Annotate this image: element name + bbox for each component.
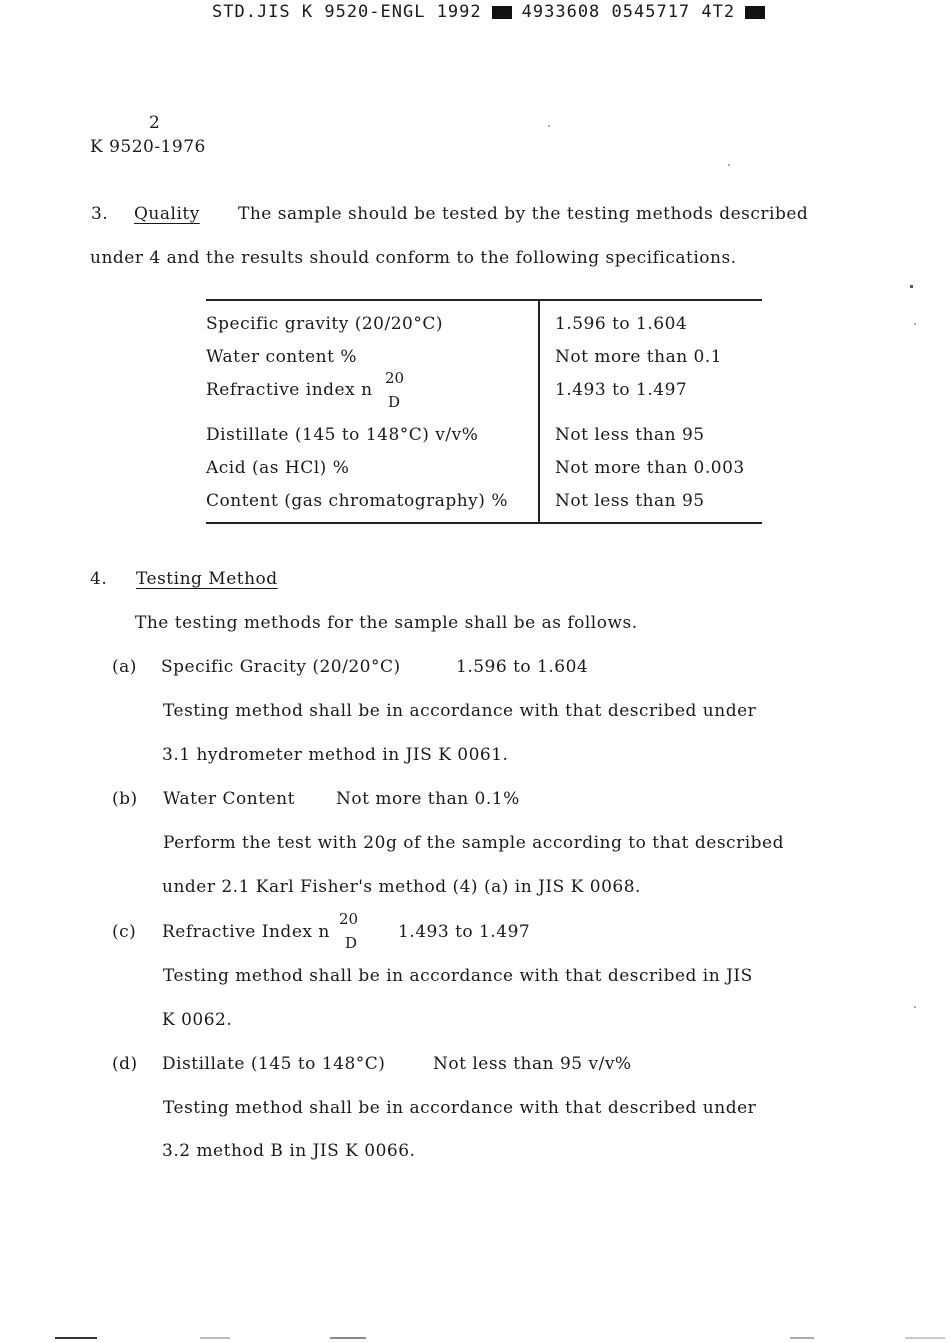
- section3-number: 3.: [91, 204, 109, 224]
- item-name: Specific Gracity (20/20°C): [161, 657, 401, 677]
- spec-superscript: 20: [385, 369, 405, 387]
- footer-scan-mark: [790, 1337, 814, 1339]
- spec-property: Water content %: [206, 347, 357, 367]
- item-spec: Not more than 0.1%: [336, 789, 520, 809]
- spec-value: 1.596 to 1.604: [555, 314, 688, 334]
- section4-number: 4.: [90, 569, 108, 589]
- spec-value: 1.493 to 1.497: [555, 380, 688, 400]
- spec-value: Not more than 0.1: [555, 347, 723, 367]
- item-spec: Not less than 95 v/v%: [433, 1054, 632, 1074]
- item-name: Water Content: [163, 789, 295, 809]
- table-column-divider: [538, 300, 540, 523]
- item-line1: Testing method shall be in accordance with that described under: [163, 1098, 757, 1118]
- item-name: Distillate (145 to 148°C): [162, 1054, 386, 1074]
- section4-intro: The testing methods for the sample shall be as follows.: [135, 613, 638, 633]
- spec-property: Acid (as HCl) %: [206, 458, 350, 478]
- item-line1: Perform the test with 20g of the sample according to that described: [163, 833, 784, 853]
- spec-value: Not less than 95: [555, 491, 705, 511]
- spec-value: Not more than 0.003: [555, 458, 745, 478]
- item-line2: under 2.1 Karl Fisher's method (4) (a) in JIS K 0068.: [162, 877, 641, 897]
- scan-speck: [914, 323, 916, 325]
- section3-title: Quality: [134, 204, 200, 224]
- section4-title: Testing Method: [136, 569, 278, 589]
- item-name: Refractive Index n: [162, 922, 330, 942]
- header-code: STD.JIS K 9520-ENGL 1992: [212, 2, 482, 22]
- item-spec: 1.493 to 1.497: [398, 922, 531, 942]
- spec-value: Not less than 95: [555, 425, 705, 445]
- item-spec: 1.596 to 1.604: [456, 657, 589, 677]
- table-top-rule: [206, 299, 762, 301]
- black-block-icon: [745, 6, 765, 19]
- item-subscript: D: [345, 934, 358, 952]
- item-label: (a): [112, 657, 137, 677]
- spec-property: Distillate (145 to 148°C) v/v%: [206, 425, 479, 445]
- item-line2: K 0062.: [162, 1010, 233, 1030]
- table-bottom-rule: [206, 522, 762, 524]
- section3-line1: The sample should be tested by the testing methods described: [238, 204, 809, 224]
- item-line2: 3.2 method B in JIS K 0066.: [162, 1141, 416, 1161]
- spec-property: Content (gas chromatography) %: [206, 491, 508, 511]
- footer-scan-mark: [200, 1337, 230, 1339]
- document-header: [212, 2, 765, 22]
- item-line1: Testing method shall be in accordance with that described in JIS: [163, 966, 753, 986]
- item-line1: Testing method shall be in accordance with that described under: [163, 701, 757, 721]
- spec-property: Specific gravity (20/20°C): [206, 314, 443, 334]
- footer-scan-mark: [905, 1337, 945, 1339]
- scan-speck: [548, 125, 550, 127]
- doc-id: K 9520-1976: [90, 137, 206, 157]
- scan-speck: [914, 1006, 916, 1008]
- spec-property: Refractive index n: [206, 380, 373, 400]
- page-number: 2: [149, 113, 161, 133]
- scan-speck: [728, 164, 730, 166]
- header-numbers: 4933608 0545717 4T2: [521, 2, 736, 22]
- spec-subscript: D: [388, 393, 401, 411]
- black-block-icon: [492, 6, 512, 19]
- item-label: (d): [112, 1054, 138, 1074]
- scan-speck: [910, 285, 913, 288]
- footer-scan-mark: [330, 1337, 366, 1339]
- item-line2: 3.1 hydrometer method in JIS K 0061.: [162, 745, 509, 765]
- item-label: (c): [112, 922, 137, 942]
- section3-line2: under 4 and the results should conform to the following specifications.: [90, 248, 737, 268]
- item-superscript: 20: [339, 910, 359, 928]
- footer-scan-mark: [55, 1337, 97, 1339]
- item-label: (b): [112, 789, 138, 809]
